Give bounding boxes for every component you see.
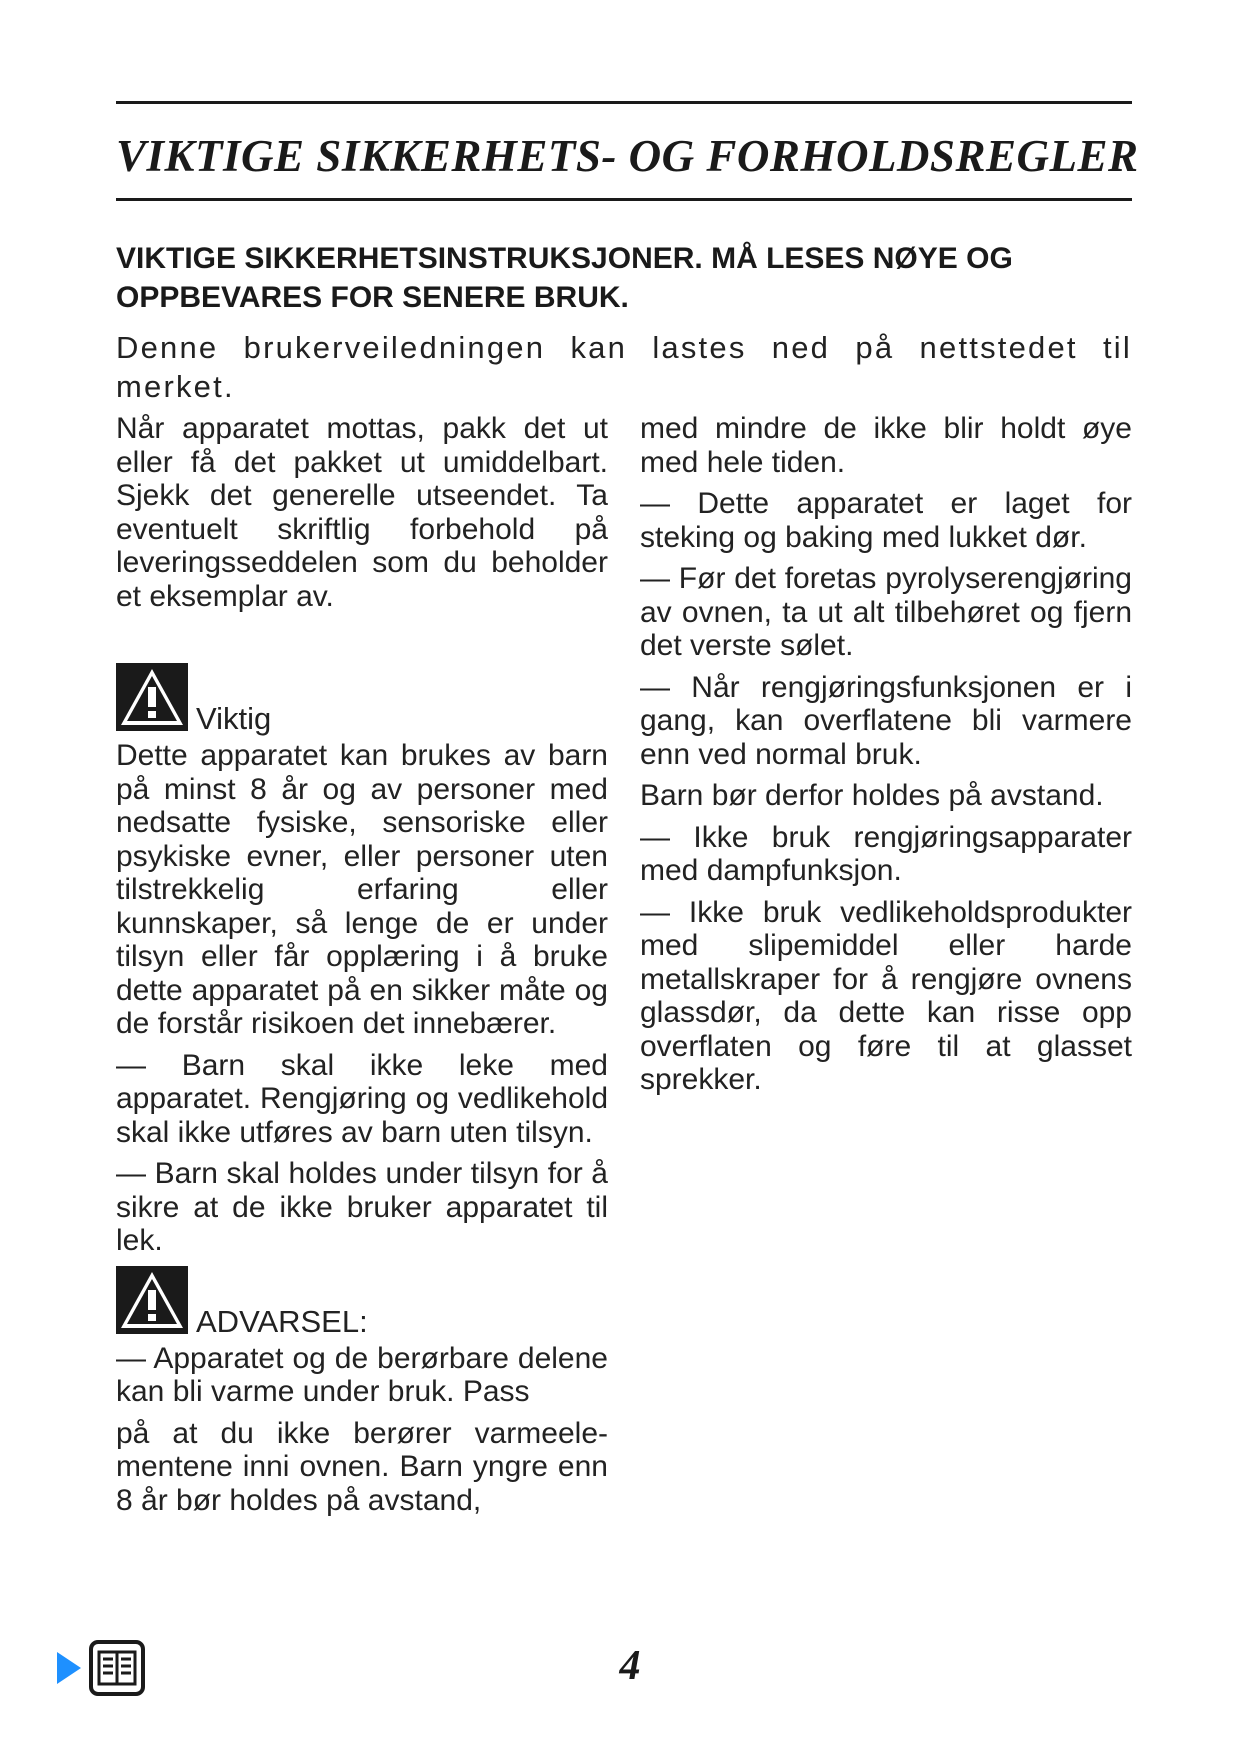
warning-label-advarsel: ADVARSEL: [196, 1303, 368, 1339]
warning-viktig [116, 663, 608, 736]
intro-text: Denne brukerveiledningen kan lastes ned på nettstedet til merket. [116, 330, 1132, 404]
right-paragraph-glass-door: — Ikke bruk vedlikeholdsprodukter med slipemiddel eller harde metallskraper for å rengjøre ovnens glassdør, da dette kan risse opp overflaten og føre til at glasset sprekker. [640, 895, 1132, 1096]
warning-triangle-icon [116, 1266, 188, 1334]
warning-label-viktig: Viktig [196, 701, 272, 736]
right-column [640, 412, 1132, 1097]
left-paragraph-hot-parts: — Apparatet og de berørbare delene kan bli varme under bruk. Pass [116, 1341, 608, 1408]
play-arrow-icon[interactable] [55, 1648, 83, 1688]
top-rule [116, 101, 1132, 104]
page-title: VIKTIGE SIKKERHETS- OG FORHOLDSREGLER [116, 131, 1139, 181]
safety-heading: VIKTIGE SIKKERHETSINSTRUKSJONER. MÅ LESES NØYE OG OPPBEVARES FOR SENERE BRUK. [116, 242, 1013, 314]
page-number: 4 [619, 1643, 641, 1689]
right-paragraph-continued: med mindre de ikke blir holdt øye med hele tiden. [640, 412, 1132, 479]
right-paragraph-keep-away: Barn bør derfor holdes på avstand. [640, 779, 1104, 812]
right-paragraph-closed-door: — Dette apparatet er laget for steking og baking med lukket dør. [640, 487, 1132, 554]
right-paragraph-no-steam: — Ikke bruk rengjøringsapparater med dampfunksjon. [640, 820, 1132, 887]
warning-advarsel [116, 1266, 608, 1339]
right-paragraph-cleaning-heat: — Når rengjøringsfunksjonen er i gang, kan overflatene bli varmere enn ved normal bruk. [640, 670, 1132, 771]
left-column [116, 412, 608, 1517]
left-paragraph-no-play: — Barn skal ikke leke med apparatet. Rengjøring og vedlikehold skal ikke utføres av barn uten tilsyn. [116, 1048, 608, 1149]
right-paragraph-pyrolysis: — Før det foretas pyrolyserengjøring av ovnen, ta ut alt tilbehøret og fjern det verste sølet. [640, 562, 1132, 662]
title-rule [116, 198, 1132, 201]
left-paragraph-children-usage: Dette apparatet kan brukes av barn på minst 8 år og av personer med nedsatte fysiske, sensoriske eller psykiske evner, eller personer uten tilstrekkelig erfaring eller kunnskaper, så lenge de er under tilsyn eller får opplæring i å bruke dette apparatet på en sikker måte og de forstår risikoen det innebærer. [116, 739, 608, 1040]
contents-icon[interactable] [89, 1640, 145, 1696]
left-paragraph-heating-elements: på at du ikke berører varmeele-mentene inni ovnen. Barn yngre enn 8 år bør holdes på avstand, [116, 1416, 608, 1517]
warning-triangle-icon [116, 663, 188, 731]
left-paragraph-unpacking: Når apparatet mottas, pakk det ut eller få det pakket ut umiddelbart. Sjekk det generelle utseendet. Ta eventuelt skriftlig forbehold på leveringsseddelen som du beholder et eksemplar av. [116, 412, 608, 613]
contents-navigation[interactable] [55, 1640, 145, 1696]
left-paragraph-supervision: — Barn skal holdes under tilsyn for å sikre at de ikke bruker apparatet til lek. [116, 1157, 608, 1257]
